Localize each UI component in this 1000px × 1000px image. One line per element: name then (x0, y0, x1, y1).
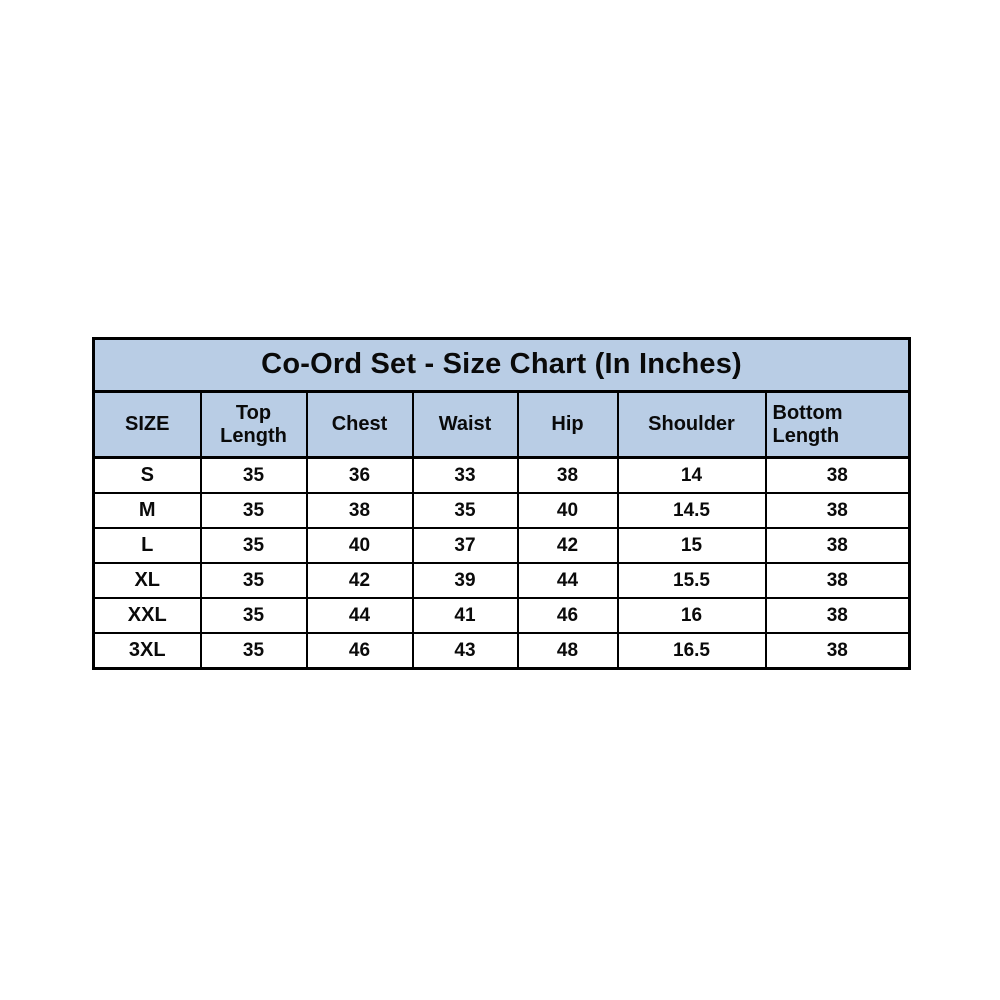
measurement-cell: 48 (518, 633, 618, 669)
size-label-cell: L (94, 528, 201, 563)
measurement-cell: 15.5 (618, 563, 766, 598)
size-chart-table (92, 337, 911, 670)
table-header-row (94, 392, 910, 458)
size-label-cell: XL (94, 563, 201, 598)
measurement-cell: 35 (201, 598, 307, 633)
measurement-cell: 46 (518, 598, 618, 633)
measurement-cell: 37 (413, 528, 518, 563)
table-row (94, 563, 910, 598)
measurement-cell: 40 (307, 528, 413, 563)
measurement-cell: 35 (201, 563, 307, 598)
measurement-cell: 43 (413, 633, 518, 669)
measurement-cell: 38 (766, 528, 910, 563)
measurement-cell: 44 (518, 563, 618, 598)
measurement-cell: 42 (307, 563, 413, 598)
measurement-cell: 46 (307, 633, 413, 669)
column-header-hip: Hip (518, 392, 618, 458)
measurement-cell: 38 (518, 458, 618, 494)
measurement-cell: 41 (413, 598, 518, 633)
measurement-cell: 38 (766, 633, 910, 669)
measurement-cell: 39 (413, 563, 518, 598)
measurement-cell: 35 (201, 458, 307, 494)
column-header-size: SIZE (94, 392, 201, 458)
measurement-cell: 38 (307, 493, 413, 528)
column-header-bottom-length: Bottom Length (766, 392, 910, 458)
measurement-cell: 14 (618, 458, 766, 494)
column-header-waist: Waist (413, 392, 518, 458)
measurement-cell: 38 (766, 493, 910, 528)
measurement-cell: 35 (201, 633, 307, 669)
table-row (94, 458, 910, 494)
measurement-cell: 15 (618, 528, 766, 563)
measurement-cell: 36 (307, 458, 413, 494)
table-row (94, 598, 910, 633)
size-label-cell: XXL (94, 598, 201, 633)
measurement-cell: 42 (518, 528, 618, 563)
table-title: Co-Ord Set - Size Chart (In Inches) (94, 339, 910, 392)
table-row (94, 493, 910, 528)
measurement-cell: 38 (766, 598, 910, 633)
measurement-cell: 44 (307, 598, 413, 633)
table-title-row (94, 339, 910, 392)
measurement-cell: 14.5 (618, 493, 766, 528)
measurement-cell: 16.5 (618, 633, 766, 669)
measurement-cell: 16 (618, 598, 766, 633)
size-label-cell: S (94, 458, 201, 494)
table-row (94, 528, 910, 563)
size-label-cell: M (94, 493, 201, 528)
measurement-cell: 33 (413, 458, 518, 494)
measurement-cell: 38 (766, 458, 910, 494)
measurement-cell: 40 (518, 493, 618, 528)
column-header-shoulder: Shoulder (618, 392, 766, 458)
table-body (94, 458, 910, 669)
measurement-cell: 35 (201, 528, 307, 563)
table-row (94, 633, 910, 669)
measurement-cell: 35 (413, 493, 518, 528)
column-header-chest: Chest (307, 392, 413, 458)
measurement-cell: 38 (766, 563, 910, 598)
measurement-cell: 35 (201, 493, 307, 528)
column-header-top-length: Top Length (201, 392, 307, 458)
size-label-cell: 3XL (94, 633, 201, 669)
